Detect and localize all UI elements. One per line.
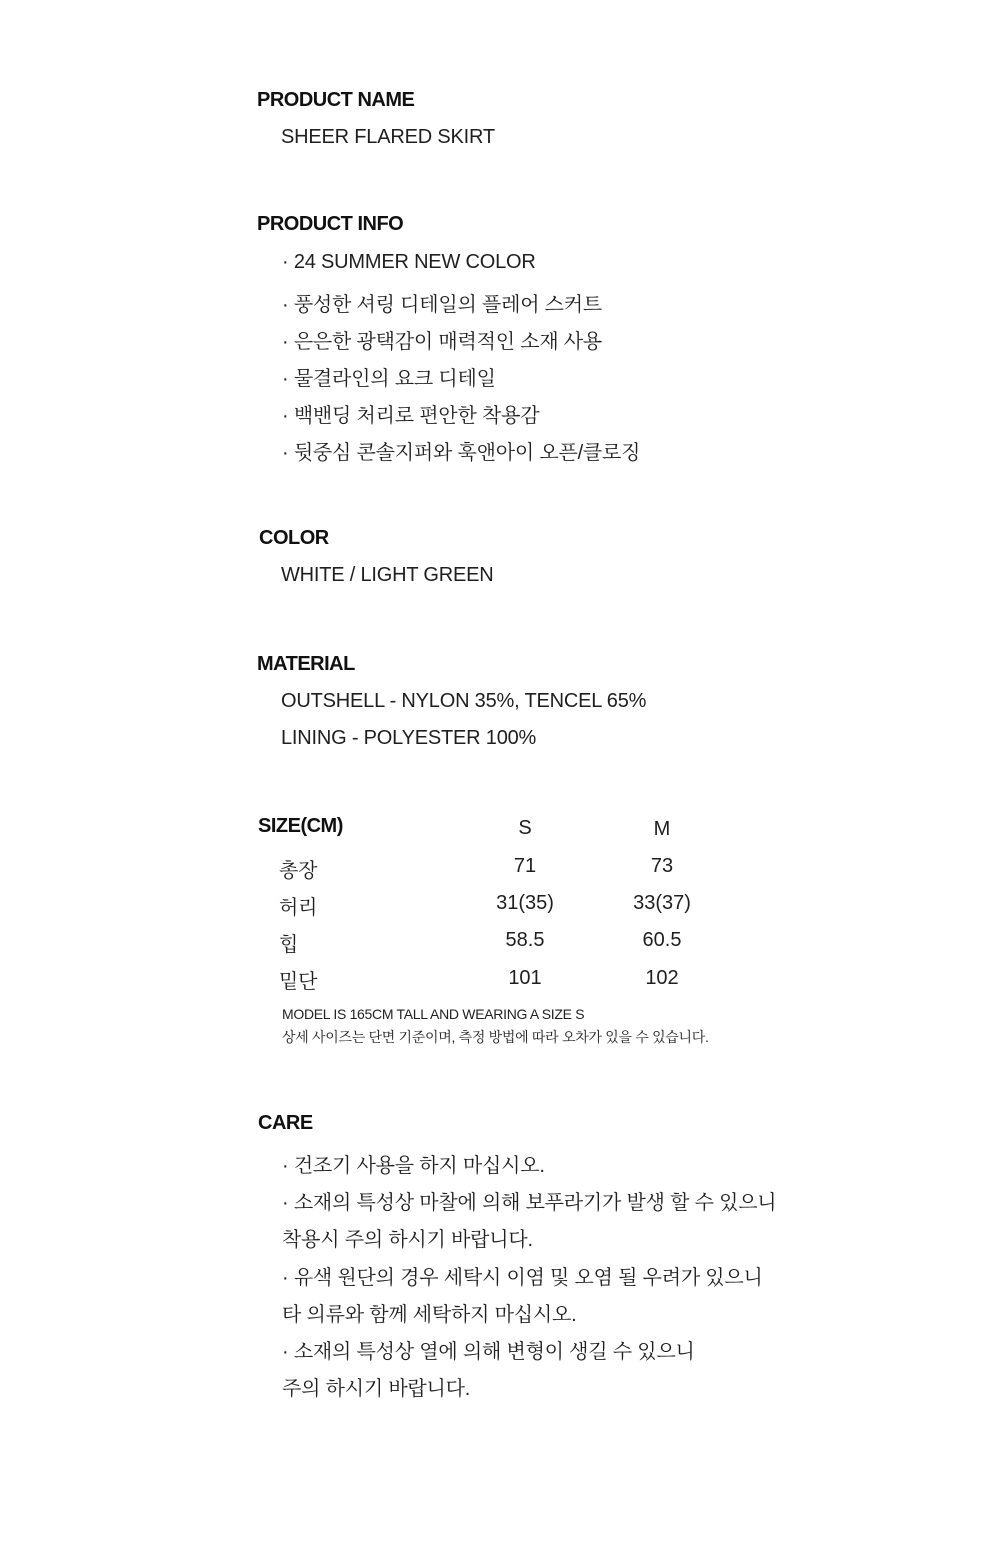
size-cell: 102 <box>645 967 679 989</box>
size-column-header: M <box>653 818 671 840</box>
size-cell: 58.5 <box>505 929 545 951</box>
product-name-value: SHEER FLARED SKIRT <box>281 126 495 148</box>
size-row-label: 밑단 <box>279 971 318 993</box>
care-line: · 소재의 특성상 열에 의해 변형이 생길 수 있으니 <box>282 1341 695 1363</box>
material-item: OUTSHELL - NYLON 35%, TENCEL 65% <box>281 690 647 712</box>
size-cell: 73 <box>650 855 674 877</box>
size-row-label: 힙 <box>279 934 299 956</box>
care-line: 착용시 주의 하시기 바랍니다. <box>282 1229 533 1251</box>
product-info-item: · 물결라인의 요크 디테일 <box>282 368 496 390</box>
product-info-item: · 풍성한 셔링 디테일의 플레어 스커트 <box>282 294 603 316</box>
product-info-item: · 24 SUMMER NEW COLOR <box>282 251 536 273</box>
care-line: · 소재의 특성상 마찰에 의해 보푸라기가 발생 할 수 있으니 <box>282 1192 777 1214</box>
product-name-heading: PRODUCT NAME <box>257 89 415 111</box>
model-note: MODEL IS 165CM TALL AND WEARING A SIZE S <box>282 1006 585 1022</box>
care-line: · 유색 원단의 경우 세탁시 이염 및 오염 될 우려가 있으니 <box>282 1267 763 1289</box>
product-info-item: · 뒷중심 콘솔지퍼와 훅앤아이 오픈/클로징 <box>282 442 641 464</box>
measure-note: 상세 사이즈는 단면 기준이며, 측정 방법에 따라 오차가 있을 수 있습니다. <box>282 1029 709 1045</box>
material-item: LINING - POLYESTER 100% <box>281 727 537 749</box>
product-info-heading: PRODUCT INFO <box>257 213 404 235</box>
size-row-label: 허리 <box>279 897 318 919</box>
care-line: · 건조기 사용을 하지 마십시오. <box>282 1155 545 1177</box>
care-line: 주의 하시기 바랍니다. <box>282 1378 471 1400</box>
size-cell: 71 <box>513 855 537 877</box>
product-info-item: · 은은한 광택감이 매력적인 소재 사용 <box>282 331 603 353</box>
color-value: WHITE / LIGHT GREEN <box>281 564 494 586</box>
product-info-item: · 백밴딩 처리로 편안한 착용감 <box>282 405 540 427</box>
care-line: 타 의류와 함께 세탁하지 마십시오. <box>282 1304 577 1326</box>
size-column-header: S <box>518 817 532 839</box>
size-cell: 101 <box>508 967 542 989</box>
size-heading: SIZE(CM) <box>258 815 343 837</box>
size-row-label: 총장 <box>279 860 318 882</box>
size-cell: 33(37) <box>633 892 691 914</box>
color-heading: COLOR <box>259 527 329 549</box>
size-cell: 60.5 <box>642 929 682 951</box>
size-cell: 31(35) <box>496 892 554 914</box>
care-heading: CARE <box>258 1112 313 1134</box>
material-heading: MATERIAL <box>257 653 355 675</box>
